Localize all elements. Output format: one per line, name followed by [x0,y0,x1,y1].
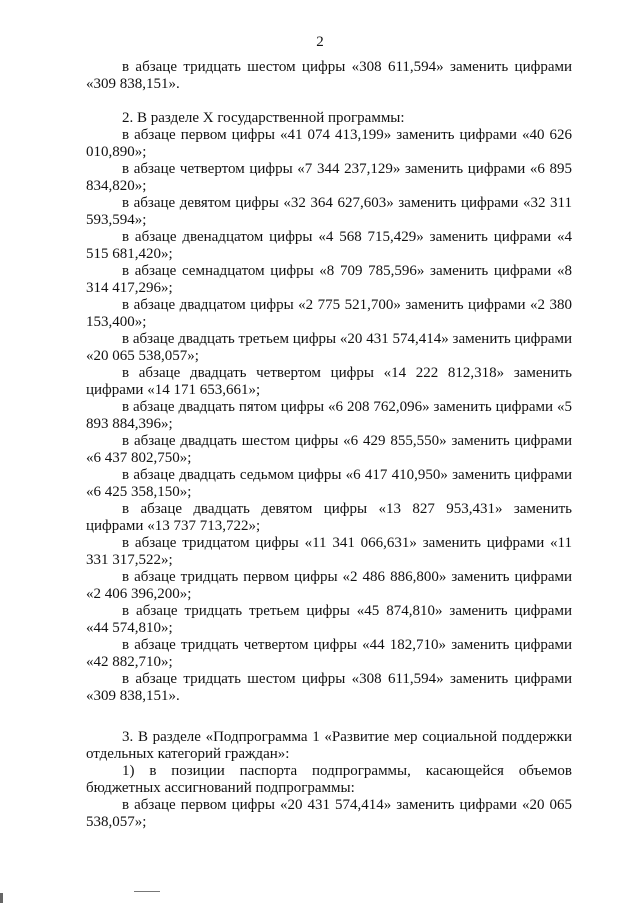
section2-item-7: в абзаце двадцать третьем цифры «20 431 574,414» заменить цифрами «20 065 538,057»; [86,331,572,364]
section2-item-17: в абзаце тридцать шестом цифры «308 611,594» заменить цифрами «309 838,151». [86,671,572,704]
section2-item-11: в абзаце двадцать седьмом цифры «6 417 410,950» заменить цифрами «6 425 358,150»; [86,467,572,500]
paragraph-top-1: в абзаце тридцать шестом цифры «308 611,594» заменить цифрами «309 838,151». [86,59,572,92]
section2-item-2: в абзаце четвертом цифры «7 344 237,129» заменить цифрами «6 895 834,820»; [86,161,572,194]
section2-item-5: в абзаце семнадцатом цифры «8 709 785,596» заменить цифрами «8 314 417,296»; [86,263,572,296]
spacer [86,93,572,110]
page-number: 2 [316,34,324,50]
section2-item-3: в абзаце девятом цифры «32 364 627,603» заменить цифрами «32 311 593,594»; [86,195,572,228]
section2-item-14: в абзаце тридцать первом цифры «2 486 886,800» заменить цифрами «2 406 396,200»; [86,569,572,602]
section2-item-13: в абзаце тридцатом цифры «11 341 066,631» заменить цифрами «11 331 317,522»; [86,535,572,568]
section2-item-15: в абзаце тридцать третьем цифры «45 874,810» заменить цифрами «44 574,810»; [86,603,572,636]
section2-item-8: в абзаце двадцать четвертом цифры «14 222 812,318» заменить цифрами «14 171 653,661»; [86,365,572,398]
section3-item-1: в абзаце первом цифры «20 431 574,414» заменить цифрами «20 065 538,057»; [86,797,572,830]
section3-subheading: 1) в позиции паспорта подпрограммы, касающейся объемов бюджетных ассигнований подпрограммы: [86,763,572,796]
section2-item-12: в абзаце двадцать девятом цифры «13 827 953,431» заменить цифрами «13 737 713,722»; [86,501,572,534]
section2-item-4: в абзаце двенадцатом цифры «4 568 715,429» заменить цифрами «4 515 681,420»; [86,229,572,262]
section2-item-10: в абзаце двадцать шестом цифры «6 429 855,550» заменить цифрами «6 437 802,750»; [86,433,572,466]
section2-item-9: в абзаце двадцать пятом цифры «6 208 762,096» заменить цифрами «5 893 884,396»; [86,399,572,432]
document-body [86,59,572,831]
section3-heading: 3. В разделе «Подпрограмма 1 «Развитие мер социальной поддержки отдельных категорий граждан»: [86,729,572,762]
section2-item-6: в абзаце двадцатом цифры «2 775 521,700» заменить цифрами «2 380 153,400»; [86,297,572,330]
scan-edge-mark [0,893,3,903]
section2-item-16: в абзаце тридцать четвертом цифры «44 182,710» заменить цифрами «42 882,710»; [86,637,572,670]
footer-dash [134,891,160,892]
section2-heading: 2. В разделе X государственной программы: [122,110,405,126]
spacer [86,705,572,729]
section2-item-1: в абзаце первом цифры «41 074 413,199» заменить цифрами «40 626 010,890»; [86,127,572,160]
